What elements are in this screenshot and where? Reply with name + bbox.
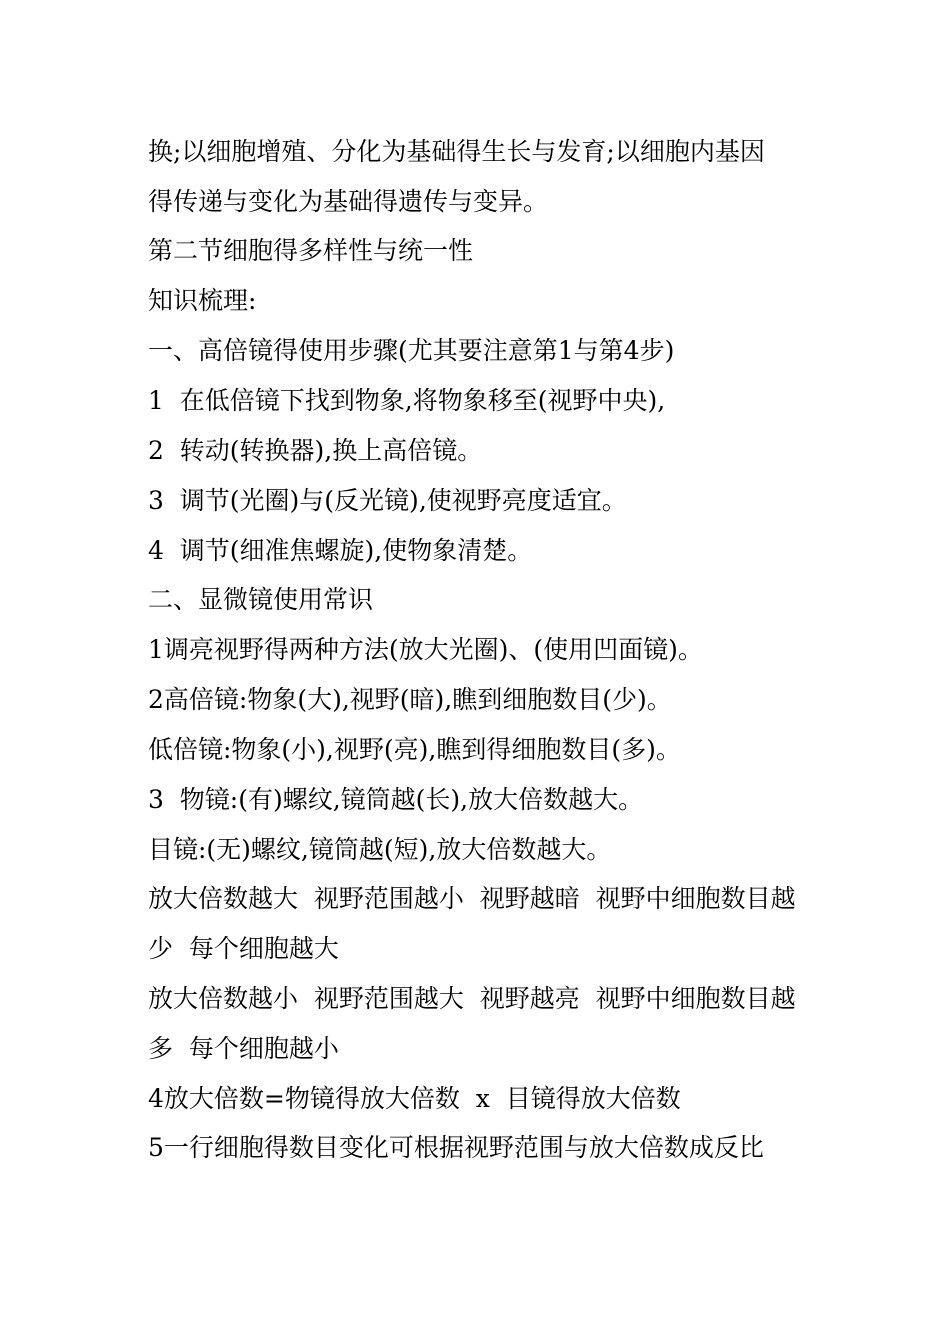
tip-3-eyepiece: 目镜:(无)螺纹,镜筒越(短),放大倍数越大。 — [148, 835, 612, 864]
section-heading: 第二节细胞得多样性与统一性 — [148, 236, 474, 265]
tip-2: 2高倍镜:物象(大),视野(暗),瞧到细胞数目(少)。 — [148, 685, 672, 714]
tip-4: 4放大倍数=物镜得放大倍数 x 目镜得放大倍数 — [148, 1084, 681, 1113]
text-line-2: 得传递与变化为基础得遗传与变异。 — [148, 187, 549, 216]
part-two-heading: 二、显微镜使用常识 — [148, 585, 374, 614]
text-line-1: 换;以细胞增殖、分化为基础得生长与发育;以细胞内基因 — [148, 137, 765, 166]
rule-smaller-a: 放大倍数越小 视野范围越大 视野越亮 视野中细胞数目越 — [148, 984, 796, 1013]
tip-3: 3 物镜:(有)螺纹,镜筒越(长),放大倍数越大。 — [148, 785, 644, 814]
tip-5: 5一行细胞得数目变化可根据视野范围与放大倍数成反比 — [148, 1133, 764, 1162]
step-2: 2 转动(转换器),换上高倍镜。 — [148, 436, 483, 465]
tip-1: 1调亮视野得两种方法(放大光圈)、(使用凹面镜)。 — [148, 635, 703, 664]
rule-larger-b: 少 每个细胞越大 — [148, 934, 339, 963]
part-one-heading: 一、高倍镜得使用步骤(尤其要注意第1与第4步) — [148, 336, 675, 365]
rule-smaller-b: 多 每个细胞越小 — [148, 1034, 339, 1063]
tip-2-low: 低倍镜:物象(小),视野(亮),瞧到得细胞数目(多)。 — [148, 735, 681, 764]
step-1: 1 在低倍镜下找到物象,将物象移至(视野中央), — [148, 386, 666, 415]
step-3: 3 调节(光圈)与(反光镜),使视野亮度适宜。 — [148, 486, 627, 515]
step-4: 4 调节(细准焦螺旋),使物象清楚。 — [148, 536, 533, 565]
rule-larger-a: 放大倍数越大 视野范围越小 视野越暗 视野中细胞数目越 — [148, 884, 796, 913]
subsection-label: 知识梳理: — [148, 286, 257, 315]
